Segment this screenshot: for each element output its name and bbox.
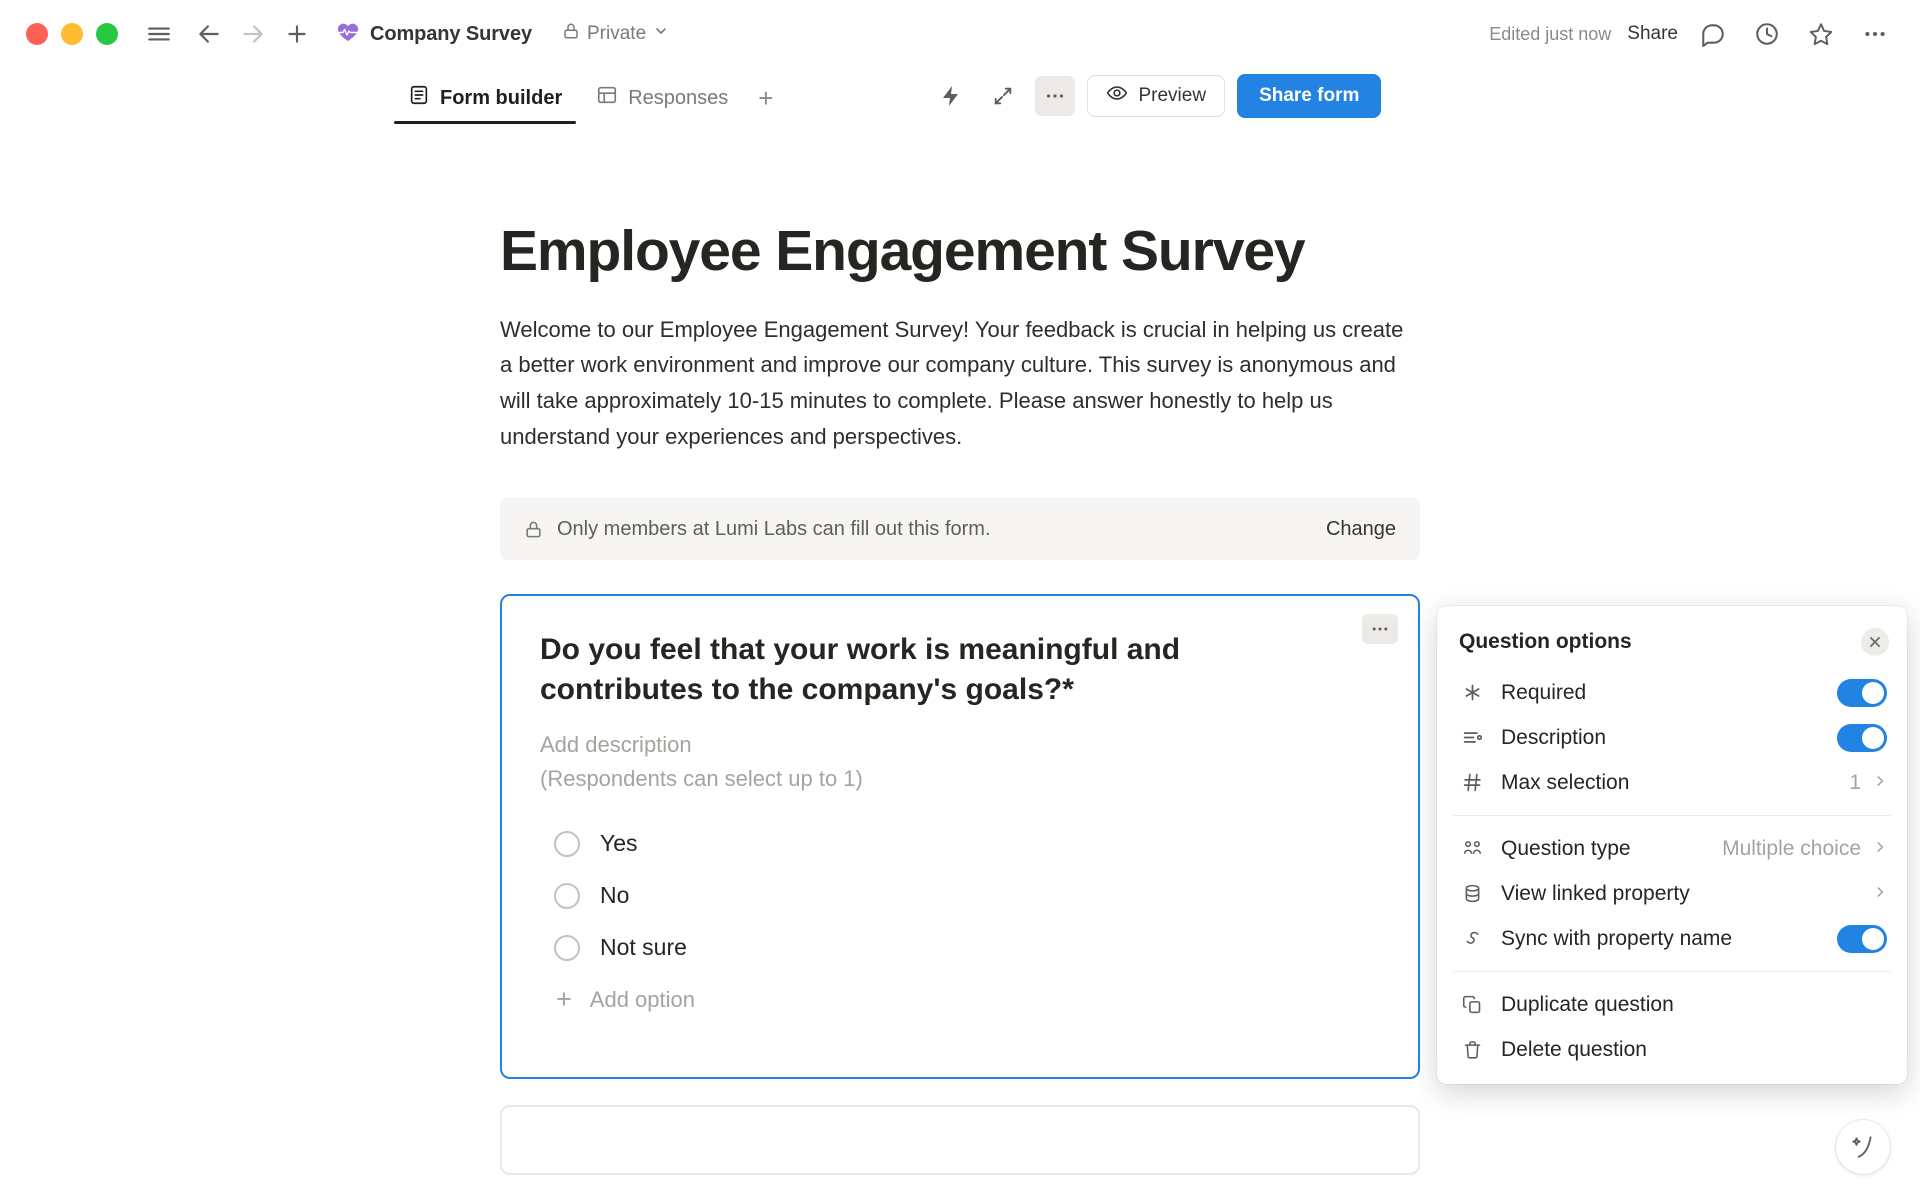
choice-icon: [1459, 838, 1485, 859]
access-notice: [500, 498, 1420, 560]
radio-icon[interactable]: [554, 831, 580, 857]
question-more-icon[interactable]: [1362, 614, 1398, 644]
table-icon: [596, 84, 618, 112]
access-notice-text: Only members at Lumi Labs can fill out this form.: [557, 517, 991, 540]
option-label: Duplicate question: [1501, 992, 1674, 1016]
required-marker: *: [1062, 672, 1074, 706]
window-titlebar: [0, 0, 1920, 68]
lock-icon: [524, 520, 543, 539]
minimize-window-button[interactable]: [61, 23, 83, 45]
max-selection-value: 1: [1849, 770, 1861, 794]
question-description-input[interactable]: Add description: [540, 731, 692, 757]
maximize-window-button[interactable]: [96, 23, 118, 45]
add-option-label: Add option: [589, 986, 695, 1012]
hamburger-icon[interactable]: [140, 15, 178, 53]
question-title[interactable]: [540, 630, 1350, 709]
help-sparkle-icon[interactable]: [1836, 1120, 1890, 1174]
question-card[interactable]: [500, 594, 1420, 1079]
close-icon[interactable]: [1861, 628, 1889, 656]
edited-status: Edited just now: [1489, 23, 1612, 44]
form-canvas: [0, 124, 1920, 1200]
chevron-right-icon: [1873, 883, 1887, 905]
option-label: View linked property: [1501, 881, 1690, 905]
chevron-right-icon: [1873, 772, 1887, 794]
option-required[interactable]: [1437, 670, 1907, 715]
asterisk-icon: [1459, 682, 1485, 703]
share-button[interactable]: Share: [1627, 23, 1678, 44]
titlebar-actions: [1489, 15, 1894, 53]
question-type-value: Multiple choice: [1722, 836, 1861, 860]
close-window-button[interactable]: [26, 23, 48, 45]
lock-icon: [562, 22, 580, 46]
page-title[interactable]: Employee Engagement Survey: [500, 219, 1305, 283]
more-horizontal-icon[interactable]: [1856, 15, 1894, 53]
breadcrumb[interactable]: [328, 16, 540, 52]
option-label: Question type: [1501, 836, 1631, 860]
option-view-linked-property[interactable]: [1437, 871, 1907, 916]
description-toggle[interactable]: [1837, 724, 1887, 752]
option-label: Not sure: [600, 934, 687, 961]
option-row[interactable]: [540, 818, 1380, 870]
tab-bar: [0, 68, 1920, 124]
add-option-button[interactable]: [540, 974, 1380, 1026]
plus-icon: +: [556, 984, 572, 1015]
option-row[interactable]: [540, 870, 1380, 922]
required-toggle[interactable]: [1837, 679, 1887, 707]
chevron-right-icon: [1873, 838, 1887, 860]
add-tab-button[interactable]: +: [758, 83, 774, 113]
max-selection-value-group[interactable]: [1849, 771, 1887, 795]
option-max-selection[interactable]: [1437, 760, 1907, 805]
next-question-card[interactable]: [500, 1105, 1420, 1175]
option-label: Sync with property name: [1501, 926, 1733, 950]
more-horizontal-icon[interactable]: [1035, 76, 1075, 116]
popover-divider: [1453, 971, 1891, 972]
page-description[interactable]: Welcome to our Employee Engagement Survey! Your feedback is crucial in helping us create a better work environment and improve our company culture. This survey is anonymous and will take approximately 10-15 minutes to complete. Please answer honestly to help us understand your experiences and perspectives.: [500, 316, 1404, 449]
new-page-button[interactable]: [278, 15, 316, 53]
navigation-arrows: [190, 15, 272, 53]
lightning-icon[interactable]: [931, 76, 971, 116]
comment-icon[interactable]: [1694, 15, 1732, 53]
chevron-down-icon: [653, 23, 669, 45]
option-description[interactable]: [1437, 715, 1907, 760]
star-icon[interactable]: [1802, 15, 1840, 53]
form-toolbar: [931, 74, 1381, 124]
sync-icon: [1459, 928, 1485, 949]
preview-button[interactable]: [1087, 75, 1225, 117]
question-options-popover: [1437, 606, 1907, 1084]
trash-icon: [1459, 1039, 1485, 1060]
form-content: [500, 124, 1420, 1175]
option-label: Max selection: [1501, 770, 1630, 794]
tab-label: Responses: [628, 86, 729, 109]
option-delete-question[interactable]: [1437, 1027, 1907, 1072]
duplicate-icon: [1459, 994, 1485, 1015]
share-form-button[interactable]: Share form: [1237, 74, 1381, 118]
question-title-text: Do you feel that your work is meaningful and contributes to the company's goals?: [540, 633, 1181, 706]
option-row[interactable]: [540, 922, 1380, 974]
privacy-chip[interactable]: [554, 18, 677, 50]
change-access-button[interactable]: Change: [1325, 517, 1396, 540]
back-arrow-icon[interactable]: [190, 15, 228, 53]
popover-header: [1437, 616, 1907, 670]
form-icon: [408, 84, 430, 112]
option-label: Delete question: [1501, 1037, 1647, 1061]
tab-list: [394, 84, 783, 124]
database-icon: [1459, 883, 1485, 904]
sync-toggle[interactable]: [1837, 925, 1887, 953]
tab-responses[interactable]: [582, 84, 742, 124]
question-type-value-group[interactable]: [1722, 837, 1887, 861]
option-label: No: [600, 882, 630, 909]
heart-pulse-icon: [336, 20, 360, 48]
hash-icon: [1459, 772, 1485, 793]
option-duplicate-question[interactable]: [1437, 982, 1907, 1027]
description-icon: [1459, 727, 1485, 748]
option-sync-with-property-name[interactable]: [1437, 916, 1907, 961]
option-label: Required: [1501, 680, 1587, 704]
clock-icon[interactable]: [1748, 15, 1786, 53]
privacy-label: Private: [587, 23, 647, 44]
option-label: Description: [1501, 725, 1607, 749]
radio-icon[interactable]: [554, 935, 580, 961]
option-label: Yes: [600, 830, 638, 857]
question-selection-hint: (Respondents can select up to 1): [540, 765, 863, 791]
window-controls: [26, 23, 118, 45]
preview-label: Preview: [1138, 85, 1207, 106]
popover-divider: [1453, 815, 1891, 816]
eye-icon: [1106, 82, 1128, 110]
radio-icon[interactable]: [554, 883, 580, 909]
popover-title: Question options: [1459, 630, 1632, 653]
expand-icon[interactable]: [983, 76, 1023, 116]
document-title: Company Survey: [370, 22, 532, 45]
option-question-type[interactable]: [1437, 826, 1907, 871]
view-linked-property-chevron[interactable]: [1873, 883, 1887, 905]
tab-form-builder[interactable]: [394, 84, 576, 124]
forward-arrow-icon[interactable]: [234, 15, 272, 53]
tab-label: Form builder: [440, 86, 563, 109]
